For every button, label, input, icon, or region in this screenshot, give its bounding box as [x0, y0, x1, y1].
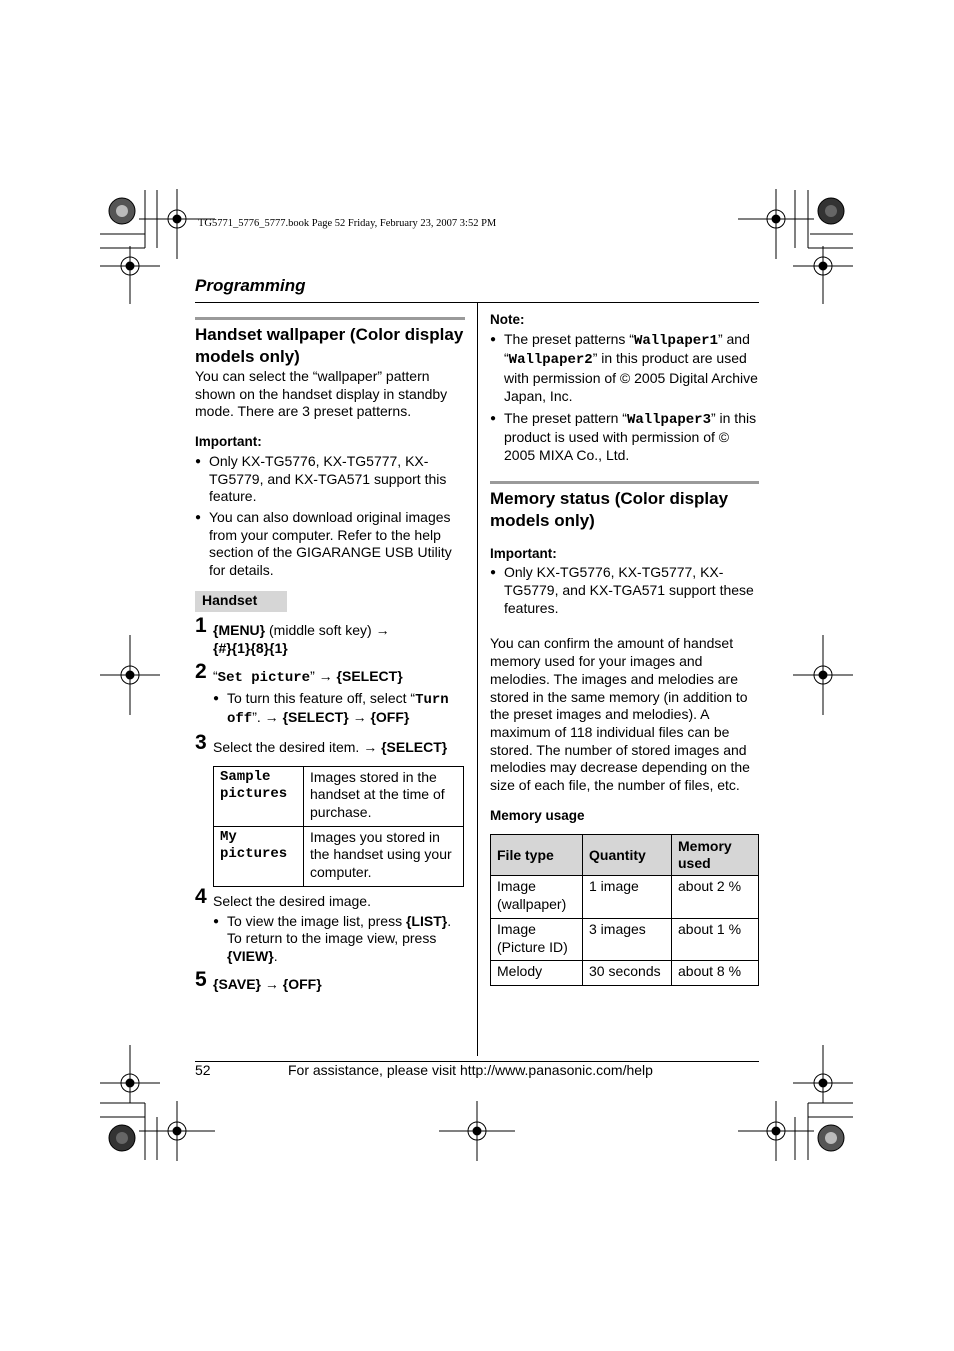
step-number: 2: [195, 659, 207, 683]
preset-name: Wallpaper1: [633, 332, 718, 349]
important-label: Important:: [490, 545, 557, 561]
memory-description: You can confirm the amount of handset memory used for your images and melodies. The images and melodies are stored in the same memory (in addition to the preset images and melodies). A maximum of 118 individual files can be stored. The number of stored images and melodies may decrease depending on the size of each file, the number of files, etc.: [490, 635, 750, 794]
menu-key: {MENU}: [213, 622, 266, 639]
important-label: Important:: [195, 434, 262, 450]
arrow-icon: →: [264, 709, 279, 726]
section-bar: [195, 317, 465, 320]
menu-item-name: Turn off: [227, 691, 449, 728]
table-cell: 3 images: [583, 918, 672, 960]
memory-usage-table: [490, 834, 759, 986]
preset-name: Wallpaper3: [626, 411, 711, 428]
table-cell: Melody: [491, 961, 583, 986]
note-text: ” in this product are used with permission of © 2005 Digital Archive Japan, Inc.: [504, 350, 758, 404]
table-cell: about 1 %: [672, 918, 759, 960]
step-text: Select the desired image.: [213, 892, 371, 909]
step-text: (middle soft key): [269, 622, 372, 639]
view-key: {VIEW}: [227, 947, 274, 964]
table-row: [214, 826, 464, 886]
quote-open: “: [213, 667, 218, 684]
section-bar: [490, 481, 759, 484]
save-key: {SAVE}: [213, 975, 261, 992]
table-cell: about 2 %: [672, 876, 759, 918]
section-title: Programming: [195, 276, 306, 295]
step-4: [195, 884, 465, 966]
step-1: [195, 614, 465, 657]
column-divider: [477, 303, 478, 1056]
sub-text: To return to the image view, press: [227, 930, 437, 947]
arrow-icon: →: [318, 667, 333, 684]
note-text: ” and “: [504, 330, 750, 367]
step-5: [195, 967, 465, 994]
preset-name: Wallpaper2: [508, 352, 593, 369]
note-text: ” in this product is used with permission of © 2005 MIXA Co., Ltd.: [504, 409, 757, 463]
picture-options-table: [213, 766, 464, 887]
table-cell: 30 seconds: [583, 961, 672, 986]
step-text: Select the desired item.: [213, 738, 360, 755]
sub-text: .: [447, 912, 452, 929]
wallpaper-intro: You can select the “wallpaper” pattern shown on the handset display in standby mode. There are 3 preset patterns.: [195, 368, 448, 420]
sub-text: ”.: [252, 709, 261, 726]
table-cell: Image (Picture ID): [491, 918, 583, 960]
step-number: 3: [195, 730, 207, 754]
table-cell: Image (wallpaper): [491, 876, 583, 918]
option-description: Images you stored in the handset using your computer.: [304, 826, 464, 886]
option-description: Images stored in the handset at the time of purchase.: [304, 766, 464, 826]
note-text: The preset patterns “: [504, 330, 634, 347]
arrow-icon: →: [352, 709, 367, 726]
step-2: [195, 659, 465, 729]
list-key: {LIST}: [405, 912, 448, 929]
footer-help-link-text: For assistance, please visit http://www.panasonic.com/help: [288, 1062, 653, 1078]
select-key: {SELECT}: [381, 738, 448, 755]
note-bullet: [490, 410, 759, 465]
step-sub-bullet: [213, 690, 465, 729]
wallpaper-section: [195, 317, 465, 993]
option-name: My pictures: [214, 826, 304, 886]
column-header: File type: [491, 835, 583, 876]
note-bullet: [490, 331, 759, 406]
table-cell: 1 image: [583, 876, 672, 918]
select-key: {SELECT}: [336, 667, 403, 684]
key-sequence: {#}{1}{8}{1}: [213, 640, 288, 657]
table-row: [491, 961, 759, 986]
wallpaper-heading: Handset wallpaper (Color display models only): [195, 325, 464, 366]
table-row: [214, 766, 464, 826]
off-key: {OFF}: [282, 975, 322, 992]
page-number: 52: [195, 1062, 211, 1078]
note-text: The preset pattern “: [504, 409, 627, 426]
important-bullet: ● You can also download original images from your computer. Refer to the help section of the GIGARANGE USB Utility for details.: [195, 509, 465, 580]
step-number: 5: [195, 967, 207, 991]
arrow-icon: →: [264, 975, 279, 992]
step-sub-bullet: [213, 913, 465, 966]
off-key: {OFF}: [370, 709, 410, 726]
column-header: Quantity: [583, 835, 672, 876]
select-key: {SELECT}: [282, 709, 349, 726]
sub-text: To turn this feature off, select “: [227, 689, 416, 706]
column-header: Memory used: [672, 835, 759, 876]
right-column: [490, 311, 759, 986]
important-bullet: ● Only KX-TG5776, KX-TG5777, KX-TG5779, and KX-TGA571 support this feature.: [195, 453, 465, 506]
book-file-info: TG5771_5776_5777.book Page 52 Friday, February 23, 2007 3:52 PM: [198, 218, 497, 229]
step-number: 4: [195, 884, 207, 908]
note-label: Note:: [490, 312, 525, 327]
memory-heading: Memory status (Color display models only): [490, 488, 729, 530]
option-name: Sample pictures: [214, 766, 304, 826]
table-cell: about 8 %: [672, 961, 759, 986]
step-number: 1: [195, 614, 207, 638]
arrow-icon: →: [363, 738, 378, 755]
handset-tag: Handset: [195, 591, 287, 613]
step-3: [195, 730, 465, 757]
quote-close: ”: [310, 667, 315, 684]
sub-text: To view the image list, press: [227, 912, 403, 929]
memory-usage-label: Memory usage: [490, 807, 585, 823]
table-row: [491, 918, 759, 960]
arrow-icon: →: [375, 622, 390, 639]
important-bullet: ● Only KX-TG5776, KX-TG5777, KX-TG5779, and KX-TGA571 support these features.: [490, 564, 759, 617]
table-header-row: [491, 835, 759, 876]
table-row: [491, 876, 759, 918]
menu-item-name: Set picture: [217, 669, 311, 686]
sub-text: .: [273, 947, 278, 964]
